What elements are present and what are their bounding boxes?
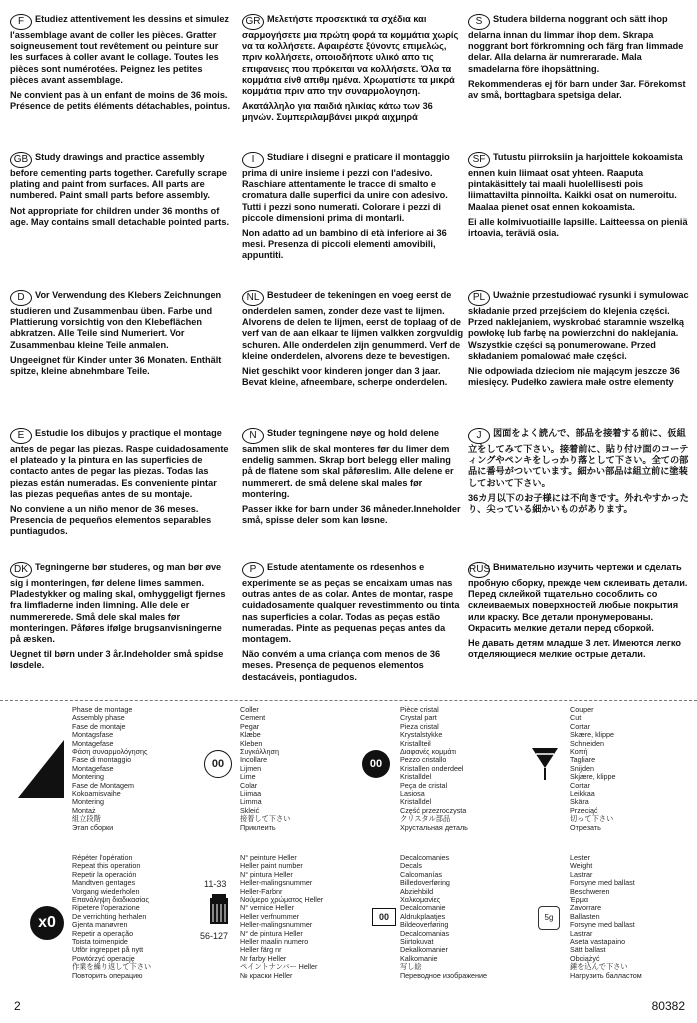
age-warning: Niet geschikt voor kinderen jonger dan 3 jaar. Bevat kleine, afneembare, scherpe onderdelen. <box>242 366 448 388</box>
language-code: RUS <box>468 562 490 578</box>
legend-line: Переводное изображение <box>400 970 488 980</box>
language-code: D <box>10 290 32 306</box>
age-warning: No conviene a un niño menor de 36 meses. Presencia de pequeños elementos separables puntiagudos. <box>10 504 212 537</box>
legend-line: Sätt ballast <box>570 945 606 955</box>
language-code: NL <box>242 290 264 306</box>
instruction-body: Etudiez attentivement les dessins et simulez l'assemblage avant de coller les pièces. Gratter soigneusement tout revêtement ou peinture sur les surfaces à coller avant le collage. Toutes les pièces sont numérotées. Peignez les petites pièces avant assemblage. <box>10 14 230 85</box>
legend-line: Skära <box>570 797 589 807</box>
legend-line: Kristalldel <box>400 772 432 782</box>
instruction-text <box>242 14 464 97</box>
legend-line: N° peinture Heller <box>240 853 297 862</box>
paint-jar-icon <box>208 894 230 926</box>
instruction-body: Tegningerne bør studeres, og man bør øve sig i monteringen, før delene limes sammen. Pladestykker og maling skal, omhyggeligt fjernes fra limfladerne inden limning. Alle dele er nummererede. Små dele skal males før monteringen. Påføres ifølge brugsanvisningerne på æsken. <box>10 562 226 645</box>
legend-weight <box>570 854 642 980</box>
legend-line: Cortar <box>570 721 590 731</box>
legend-line: Assembly phase <box>72 713 125 723</box>
decal-icon: 00 <box>372 908 396 926</box>
age-warning: Ακατάλληλο για παιδιά ηλικίας κάτω των 36 μηνών. Συμπεριλαμβάνει μικρά αιχμηρά <box>242 101 433 123</box>
legend-line: Abziehbild <box>400 886 434 896</box>
age-warning: Non adatto ad un bambino di età inferiore ai 36 mesi. Presenza di piccoli elementi amovibili, appuntiti. <box>242 228 447 261</box>
language-code: J <box>468 428 490 444</box>
legend-crystal <box>400 706 468 832</box>
age-warning: Not appropriate for children under 36 months of age. May contains small detachable pointed parts. <box>10 205 230 227</box>
legend-line: Decalcomanie <box>400 903 446 913</box>
legend-line: Heller färg nr <box>240 945 282 955</box>
legend-line: Snijden <box>570 763 594 773</box>
legend-line: Skleić <box>240 805 260 815</box>
legend-line: Приклеить <box>240 822 276 832</box>
legend-line: Bildeoverføring <box>400 920 449 930</box>
legend-line: N° pintura Heller <box>240 869 293 879</box>
legend-line: Νούμερο χρώματος Heller <box>240 895 324 905</box>
legend-line: Coller <box>240 705 259 714</box>
instruction-text <box>242 428 464 500</box>
language-code: GB <box>10 152 32 168</box>
age-warning: Passer ikke for barn under 36 måneder.Inneholder små, spisse deler som kan løsne. <box>242 504 461 526</box>
legend-line: Aseta vastapaino <box>570 937 626 947</box>
legend-paint <box>240 854 323 980</box>
legend-line: 切って下さい <box>570 814 614 824</box>
legend-line: Aldrukplaatjes <box>400 911 446 921</box>
instruction-text <box>10 290 232 351</box>
legend-line: Siirtokuvat <box>400 937 434 947</box>
legend-line: N° vernice Heller <box>240 903 295 913</box>
legend-line: Heller-malingsnummer <box>240 878 313 888</box>
legend-line: Beschweren <box>570 886 610 896</box>
legend-line: Mandtven gentages <box>72 878 136 888</box>
legend-line: Schneiden <box>570 738 604 748</box>
legend-line: Decals <box>400 861 422 871</box>
page-number: 2 <box>14 999 21 1013</box>
legend-line: Lester <box>570 853 590 862</box>
instruction-text <box>10 428 232 500</box>
legend-line: ペイントナンバー Heller <box>240 962 318 972</box>
legend-line: 錘を込んで下さい <box>570 962 628 972</box>
legend-decal <box>400 854 487 980</box>
legend-line: 写し絵 <box>400 962 422 972</box>
legend-line: クリスタル部品 <box>400 814 451 824</box>
instruction-block-d <box>10 290 232 377</box>
instruction-block-sf <box>468 152 690 239</box>
instruction-text <box>10 562 232 645</box>
instruction-text <box>10 14 232 86</box>
legend-line: Forsyne med ballast <box>570 878 635 888</box>
assembly-phase-icon <box>18 738 66 800</box>
instruction-block-pl <box>468 290 690 388</box>
crystal-part-icon: 00 <box>362 750 390 778</box>
instruction-text <box>468 428 690 489</box>
legend-line: Χαλκομανίες <box>400 895 441 905</box>
age-warning: Uegnet til børn under 3 år.Indeholder små spidse løsdele. <box>10 649 224 671</box>
instruction-text <box>468 562 690 634</box>
instruction-body: Studer tegningene nøye og hold delene sammen slik de skal monteres før du limer dem endelig sammen. Skrap bort belegg eller maling på de flatene som skal påføreslim. Alle delene er nummerert. de små delene skal males før montering. <box>242 428 454 499</box>
legend-line: Montering <box>72 797 104 807</box>
legend-line: Έρμα <box>570 895 589 905</box>
paint-number-bottom: 56-127 <box>200 931 229 941</box>
legend-line: Decalcomanias <box>400 928 450 938</box>
cut-icon <box>530 746 560 782</box>
language-code: S <box>468 14 490 30</box>
legend-line: Billedoverføring <box>400 878 450 888</box>
legend-line: Przeciąć <box>570 805 598 815</box>
age-warning: 36カ月以下のお子様には不向きです。外れやすかったり、尖っている細かいものがあります。 <box>468 492 689 515</box>
language-code: N <box>242 428 264 444</box>
legend-line: Συγκόλληση <box>240 747 279 757</box>
legend-line: Cement <box>240 713 266 723</box>
legend-line: Montagsfase <box>72 730 114 740</box>
instruction-body: Tutustu piirroksiin ja harjoittele kokoamista ennen kuin liimaat osat yhteen. Raaputa pintakäsittely tai maali huolellisesti pois liimattavilta pinnoilta. Kaikki osat on numeroitu. Maalaa pienet osat ennen kokoamista. <box>468 152 683 212</box>
legend-assembly <box>72 706 148 832</box>
legend-line: Отрезать <box>570 822 601 832</box>
instruction-body: Estude atentamente os rdesenhos e experimente se as peças se encaixam umas nas outras antes de as colar. Antes de montar, raspe cuidadosamente qualquer revestimmento ou tinta nas superficies a colar. Todas as peças estão numeradas. Pinte as pequenas peças antes da montagem. <box>242 562 460 645</box>
legend-line: N° de pintura Heller <box>240 928 303 938</box>
language-code: SF <box>468 152 490 168</box>
legend-line: Ripetere l'operazione <box>72 903 140 913</box>
instruction-body: Study drawings and practice assembly before cementing parts together. Carefully scrape plating and paint from surfaces. All parts are numbered. Paint small parts before assembly. <box>10 152 227 201</box>
instruction-body: 図面をよく読んで、部品を接着する前に、仮組立をしてみて下さい。接着前に、貼り付け面のコーティングやペンキをしっかり落として下さい。全ての部品に番号がついています。細かい部品は組立前に塗装しておいて下さい。 <box>468 428 689 488</box>
instruction-block-dk <box>10 562 232 672</box>
legend-line: Διαφανές κομμάτι <box>400 747 457 757</box>
age-warning: Ei alle kolmivuotiaille lapsille. Laitteessa on pieniä irtoavia, teräviä osia. <box>468 216 688 239</box>
instruction-text <box>242 562 464 645</box>
legend-repeat <box>72 854 151 980</box>
language-code: I <box>242 152 264 168</box>
instruction-body: Μελετήστε προσεκτικά τα σχέδια και σαρμογήσετε μια πρώτη φορά τα κομμάτια χωρίς να τα κολλήσετε. Αφαιρέστε ξύνοντς επιμελώς, πριν κολλήσετε, οποιοδήποτε υλικό απο τις επιφανειες που πρόκειται να κολλήσετε. Όλα τα κομμάτια είνθ απιθμ ημένα. Χρωματίστε τα μικρά κομμάτια πριν απο την συναρμολογηση. <box>242 14 459 97</box>
legend-line: Obciążyć <box>570 953 600 963</box>
instruction-block-p <box>242 562 464 683</box>
legend-line: Część przezroczysta <box>400 805 467 815</box>
instruction-block-s <box>468 14 690 101</box>
legend-line: Нагрузить балластом <box>570 970 642 980</box>
legend-line: 接着して下さい <box>240 814 291 824</box>
legend-line: Montaż <box>72 805 96 815</box>
legend-line: № краски Heller <box>240 970 293 980</box>
language-code: E <box>10 428 32 444</box>
instruction-block-j <box>468 428 690 515</box>
legend-line: Kokoamisvaihe <box>72 789 121 799</box>
legend-line: Montagefase <box>72 738 114 748</box>
age-warning: Não convém a uma criança com menos de 36 meses. Presença de pequenos elementos destacáveis, pontiagudos. <box>242 649 441 682</box>
legend-line: Хрустальная деталь <box>400 822 468 832</box>
legend-line: 組立段階 <box>72 814 101 824</box>
legend-line: Repetir la operación <box>72 869 137 879</box>
legend-line: Calcomanías <box>400 869 442 879</box>
legend-line: Cortar <box>570 780 590 790</box>
instruction-body: Estudie los dibujos y practique el montage antes de pegar las piezas. Raspe cuidadosamente el plateado y la pintura en las superficies de contacto antes de pegar las piezas. Todas las piezas están numeradas. Es conveniente pintar las piezas pequeñas antes de su montaje. <box>10 428 229 499</box>
instruction-block-e <box>10 428 232 538</box>
legend-line: Heller-Farbnr <box>240 886 283 896</box>
legend-line: Skjære, klippe <box>570 772 616 782</box>
legend-line: Lasiosa <box>400 789 425 799</box>
instruction-body: Внимательно изучить чертежи и сделать пробную сборку, прежде чем склеивать детали. Перед склейкой тщательно сособлить со склеиваемых поверхностей любые покрытия или краску. Все детали пронумерованы. Окрасить мелкие детали перед сборкой. <box>468 562 688 633</box>
legend-line: Fase di montaggio <box>72 755 132 765</box>
legend-line: Tagliare <box>570 755 596 765</box>
legend-line: Fase de montaje <box>72 721 126 731</box>
legend-line: Cut <box>570 713 582 723</box>
legend-line: Colar <box>240 780 258 790</box>
legend-line: De verrichting herhalen <box>72 911 147 921</box>
legend-line: Kristallteil <box>400 738 431 748</box>
legend-line: Utför ingreppet på nytt <box>72 945 144 955</box>
symbol-legend <box>0 700 697 1000</box>
legend-line: Leikkaa <box>570 789 595 799</box>
product-number: 80382 <box>651 999 685 1013</box>
legend-line: Repetir a operação <box>72 928 134 938</box>
legend-line: Vorgang wiederholen <box>72 886 140 896</box>
instruction-text <box>468 152 690 213</box>
legend-line: Pieza cristal <box>400 721 439 731</box>
legend-line: Kristallen onderdeel <box>400 763 464 773</box>
legend-line: Montagefase <box>72 763 114 773</box>
legend-line: Klæbe <box>240 730 261 740</box>
language-code: P <box>242 562 264 578</box>
legend-line: Couper <box>570 705 594 714</box>
legend-line: Weight <box>570 861 593 871</box>
legend-line: Lastrar <box>570 869 593 879</box>
legend-line: Fase de Montagem <box>72 780 134 790</box>
legend-line: Heller verfnummer <box>240 911 300 921</box>
repeat-icon: x0 <box>30 906 64 940</box>
legend-line: Lijmen <box>240 763 262 773</box>
legend-line: Heller-malingsnummer <box>240 920 313 930</box>
legend-line: Gjenta manøvren <box>72 920 128 930</box>
legend-line: Lastrar <box>570 928 593 938</box>
instruction-block-gb <box>10 152 232 228</box>
language-code: PL <box>468 290 490 306</box>
legend-line: 作業を繰り返して下さい <box>72 962 152 972</box>
legend-line: Ballasten <box>570 911 600 921</box>
legend-line: Toista toimenpide <box>72 937 128 947</box>
legend-line: Repeat this operation <box>72 861 141 871</box>
legend-line: Montering <box>72 772 104 782</box>
legend-line: Liimaa <box>240 789 262 799</box>
legend-line: Dekalkomanier <box>400 945 448 955</box>
legend-line: Этап сборки <box>72 822 114 832</box>
legend-line: Forsyne med ballast <box>570 920 635 930</box>
legend-line: Φάση συναρμολόγησης <box>72 747 148 757</box>
legend-line: Nr farby Heller <box>240 953 287 963</box>
legend-line: Répéter l'opération <box>72 853 133 862</box>
legend-line: Pezzo cristallo <box>400 755 447 765</box>
legend-line: Kleben <box>240 738 263 748</box>
legend-line: Zavorrare <box>570 903 602 913</box>
instruction-body: Bestudeer de tekeningen en voeg eerst de onderdelen samen, zonder deze vast te lijmen. Alvorens de delen te lijmen, eerst de toplaag of de verf van de aan elkaar te lijmen valkken zorgvuldig schuren. Alle onderdelen zijn genummerd. Verf de kleine onderdelen, alvorens deze te bevestigen. <box>242 290 464 361</box>
instruction-block-n <box>242 428 464 526</box>
legend-line: Kristalldel <box>400 797 432 807</box>
legend-line: Powtórzyć operację <box>72 953 135 963</box>
legend-line: Heller paint number <box>240 861 303 871</box>
age-warning: Rekommenderas ej för barn under 3ar. Förekomst av små, borttagbara spetsiga delar. <box>468 78 686 101</box>
cement-icon: 00 <box>204 750 232 778</box>
legend-line: Crystal part <box>400 713 437 723</box>
language-code: DK <box>10 562 32 578</box>
instruction-body: Uważnie przestudiować rysunki i symulowac składanie przed przejściem do klejenia części. Przed naklejaniem, wyskrobać staramnie wszelką powłokę lub farbę na powierzchni do naklejania. Wszystkie części są ponumerowane. Przed składaniem pomalować małe części. <box>468 290 689 361</box>
paint-number-top: 11-33 <box>204 879 227 889</box>
legend-line: Heller maalin numero <box>240 937 309 947</box>
legend-line: Phase de montage <box>72 705 133 714</box>
legend-line: Pièce cristal <box>400 705 439 714</box>
instruction-text <box>10 152 232 202</box>
instruction-body: Studera bilderna noggrant och sätt ihop delarna innan du limmar ihop dem. Skrapa noggrant bort förkromning och färg fran limmade delar. Alla delarna är numrerarade. Mala smadelarna före ihopsättning. <box>468 14 684 74</box>
legend-line: Pegar <box>240 721 260 731</box>
legend-line: Peça de cristal <box>400 780 448 790</box>
instruction-block-f <box>10 14 232 112</box>
age-warning: Nie odpowiada dzieciom nie mającym jeszcze 36 miesięcy. Pudełko zawiera małe ostre elementy <box>468 366 680 388</box>
instruction-block-gr <box>242 14 464 124</box>
legend-line: Κοπή <box>570 747 588 757</box>
instruction-block-i <box>242 152 464 262</box>
instruction-block-rus <box>468 562 690 660</box>
language-code: GR <box>242 14 264 30</box>
legend-line: Limma <box>240 797 262 807</box>
age-warning: Ungeeignet für Kinder unter 36 Monaten. Enthält spitze, kleine abnehmbare Teile. <box>10 354 222 377</box>
legend-line: Decalcomanies <box>400 853 450 862</box>
legend-line: Lime <box>240 772 256 782</box>
instruction-text <box>242 152 464 224</box>
legend-cement <box>240 706 290 832</box>
instruction-body: Studiare i disegni e praticare il montaggio prima di unire insieme i pezzi con l'adesivo. Raschiare attentamente le tracce di smalto e cromatura dalle superfici da unire con adesivo. Tutti i pezzi sono numerati. Colorare i pezzi di piccole dimensioni prima di montarli. <box>242 152 450 223</box>
age-warning: Не давать детям младше 3 лет. Имеются легко отделяющиеся мелкие острые детали. <box>468 638 681 660</box>
weight-icon: 5g <box>538 906 560 930</box>
instruction-text <box>468 14 690 75</box>
instruction-body: Vor Verwendung des Klebers Zeichnungen studieren und Zusammenbau üben. Farbe und Plattierung vorsichtig von den Klebeflächen abkratzen. Alle Teile sind Numeriert. Vor Zusammenbau kleine Teile anmalen. <box>10 290 222 350</box>
age-warning: Ne convient pas à un enfant de moins de 36 mois. Présence de petits éléments détachables, pointus. <box>10 90 231 112</box>
legend-line: Kalkomanie <box>400 953 438 963</box>
legend-line: Skære, klippe <box>570 730 614 740</box>
legend-line: Повторить операцию <box>72 970 143 980</box>
legend-line: Krystalstykke <box>400 730 443 740</box>
legend-line: Επανάληψη διαδικασίας <box>72 895 149 905</box>
legend-cut <box>570 706 616 832</box>
instruction-text <box>242 290 464 362</box>
instruction-text <box>468 290 690 362</box>
legend-line: Incollare <box>240 755 268 765</box>
instruction-block-nl <box>242 290 464 388</box>
language-code: F <box>10 14 32 30</box>
